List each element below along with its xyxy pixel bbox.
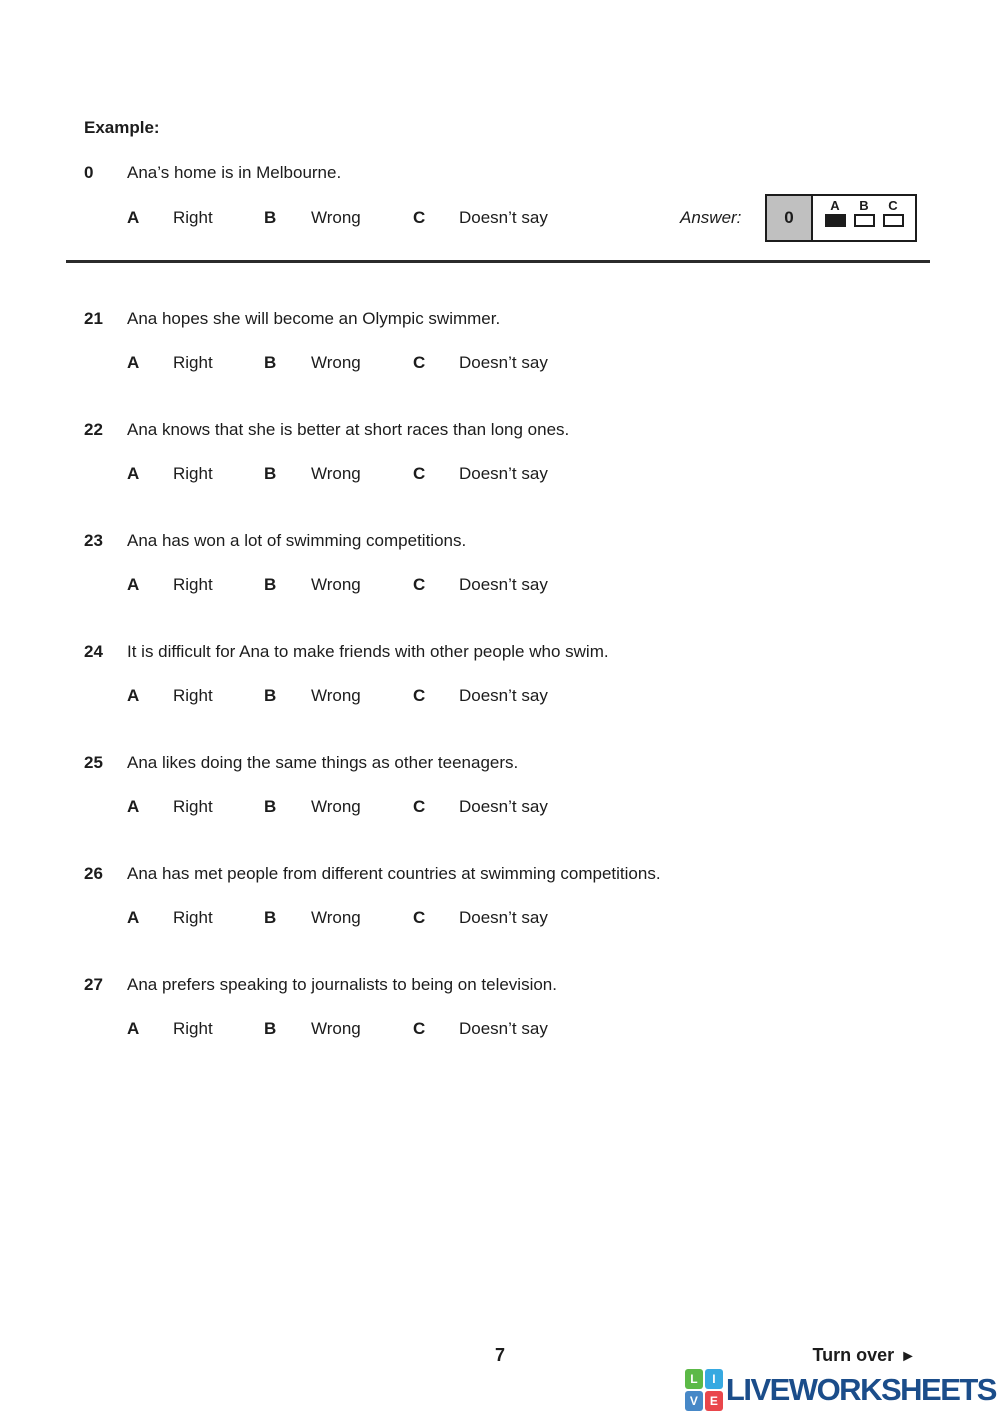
question-number: 25 <box>84 753 103 772</box>
option-a-label[interactable]: Right <box>173 686 213 705</box>
options-row <box>84 907 932 929</box>
question-row <box>84 641 932 663</box>
question-block <box>84 863 932 929</box>
question-row <box>84 752 932 774</box>
option-c-letter[interactable]: C <box>413 575 426 594</box>
example-answer-box <box>765 194 917 242</box>
question-block <box>84 641 932 707</box>
question-number: 26 <box>84 864 103 883</box>
option-b-letter[interactable]: B <box>264 797 277 816</box>
question-row <box>84 974 932 996</box>
option-c-label[interactable]: Doesn’t say <box>459 208 548 227</box>
option-c-letter[interactable]: C <box>413 208 426 227</box>
answer-checkbox-a <box>825 214 846 227</box>
option-c-label[interactable]: Doesn’t say <box>459 353 548 372</box>
answer-checkbox-b <box>854 214 875 227</box>
option-b-label[interactable]: Wrong <box>311 208 361 227</box>
question-statement: Ana prefers speaking to journalists to being on television. <box>127 975 557 994</box>
option-a-label[interactable]: Right <box>173 908 213 927</box>
question-number: 22 <box>84 420 103 439</box>
question-block <box>84 752 932 818</box>
option-b-label[interactable]: Wrong <box>311 353 361 372</box>
question-statement: Ana has met people from different countries at swimming competitions. <box>127 864 661 883</box>
option-a-letter[interactable]: A <box>127 1019 140 1038</box>
example-options-row <box>84 198 932 229</box>
option-b-label[interactable]: Wrong <box>311 575 361 594</box>
answer-checkbox-c <box>883 214 904 227</box>
option-b-label[interactable]: Wrong <box>311 464 361 483</box>
question-row <box>84 419 932 441</box>
section-divider <box>66 260 930 263</box>
question-number: 21 <box>84 309 103 328</box>
turn-over-arrow-icon: ► <box>900 1348 916 1365</box>
liveworksheets-logo-squares <box>685 1369 723 1411</box>
option-b-letter[interactable]: B <box>264 1019 277 1038</box>
option-c-label[interactable]: Doesn’t say <box>459 797 548 816</box>
turn-over-label: Turn over <box>812 1345 895 1365</box>
question-block <box>84 419 932 485</box>
turn-over <box>812 1344 916 1368</box>
question-statement: Ana knows that she is better at short races than long ones. <box>127 420 570 439</box>
worksheet-content <box>84 117 932 1040</box>
question-block <box>84 308 932 374</box>
options-row <box>84 1018 932 1040</box>
logo-square-i: I <box>705 1369 723 1389</box>
option-a-label[interactable]: Right <box>173 353 213 372</box>
option-c-label[interactable]: Doesn’t say <box>459 686 548 705</box>
option-a-label[interactable]: Right <box>173 797 213 816</box>
answer-column-b <box>853 199 875 240</box>
answer-column-a <box>824 199 846 240</box>
option-c-letter[interactable]: C <box>413 908 426 927</box>
question-number: 23 <box>84 531 103 550</box>
question-row <box>84 308 932 330</box>
option-b-letter[interactable]: B <box>264 208 277 227</box>
answer-column-a-letter: A <box>830 198 840 213</box>
example-question-number: 0 <box>84 163 94 182</box>
question-block <box>84 974 932 1040</box>
question-row <box>84 530 932 552</box>
option-a-letter[interactable]: A <box>127 797 140 816</box>
question-statement: Ana hopes she will become an Olympic swimmer. <box>127 309 501 328</box>
option-b-letter[interactable]: B <box>264 575 277 594</box>
question-number: 27 <box>84 975 103 994</box>
logo-square-v: V <box>685 1391 703 1411</box>
logo-square-l: L <box>685 1369 703 1389</box>
option-c-letter[interactable]: C <box>413 353 426 372</box>
option-a-letter[interactable]: A <box>127 908 140 927</box>
option-b-label[interactable]: Wrong <box>311 1019 361 1038</box>
liveworksheets-logo[interactable] <box>685 1368 996 1412</box>
options-row <box>84 796 932 818</box>
options-row <box>84 352 932 374</box>
answer-column-b-letter: B <box>859 198 869 213</box>
answer-label: Answer: <box>680 208 742 227</box>
question-statement: Ana likes doing the same things as other teenagers. <box>127 753 519 772</box>
option-b-label[interactable]: Wrong <box>311 686 361 705</box>
option-c-letter[interactable]: C <box>413 464 426 483</box>
example-question-row <box>84 162 932 184</box>
option-b-letter[interactable]: B <box>264 686 277 705</box>
option-a-letter[interactable]: A <box>127 353 140 372</box>
page-number: 7 <box>494 1345 505 1365</box>
option-a-label[interactable]: Right <box>173 208 213 227</box>
option-c-label[interactable]: Doesn’t say <box>459 908 548 927</box>
options-row <box>84 463 932 485</box>
answer-box-question-number: 0 <box>767 196 813 240</box>
option-c-label[interactable]: Doesn’t say <box>459 1019 548 1038</box>
options-row <box>84 574 932 596</box>
question-block <box>84 530 932 596</box>
option-a-letter[interactable]: A <box>127 686 140 705</box>
option-b-letter[interactable]: B <box>264 908 277 927</box>
logo-square-e: E <box>705 1391 723 1411</box>
option-a-label[interactable]: Right <box>173 464 213 483</box>
answer-box-grid <box>813 196 915 240</box>
option-c-letter[interactable]: C <box>413 686 426 705</box>
option-a-letter[interactable]: A <box>127 575 140 594</box>
example-question-statement: Ana’s home is in Melbourne. <box>127 163 342 182</box>
example-heading: Example: <box>84 118 160 137</box>
option-c-label[interactable]: Doesn’t say <box>459 575 548 594</box>
question-statement: It is difficult for Ana to make friends with other people who swim. <box>127 642 609 661</box>
option-a-label[interactable]: Right <box>173 1019 213 1038</box>
question-number: 24 <box>84 642 103 661</box>
option-b-letter[interactable]: B <box>264 464 277 483</box>
option-b-letter[interactable]: B <box>264 353 277 372</box>
option-b-label[interactable]: Wrong <box>311 908 361 927</box>
questions-list <box>84 308 932 1040</box>
question-statement: Ana has won a lot of swimming competitions. <box>127 531 467 550</box>
option-a-label[interactable]: Right <box>173 575 213 594</box>
liveworksheets-logo-text: LIVEWORKSHEETS <box>725 1372 996 1407</box>
option-c-label[interactable]: Doesn’t say <box>459 464 548 483</box>
option-a-letter[interactable]: A <box>127 208 140 227</box>
answer-column-c <box>882 199 904 240</box>
options-row <box>84 685 932 707</box>
option-a-letter[interactable]: A <box>127 464 140 483</box>
question-row <box>84 863 932 885</box>
option-c-letter[interactable]: C <box>413 797 426 816</box>
option-b-label[interactable]: Wrong <box>311 797 361 816</box>
option-c-letter[interactable]: C <box>413 1019 426 1038</box>
answer-column-c-letter: C <box>888 198 898 213</box>
